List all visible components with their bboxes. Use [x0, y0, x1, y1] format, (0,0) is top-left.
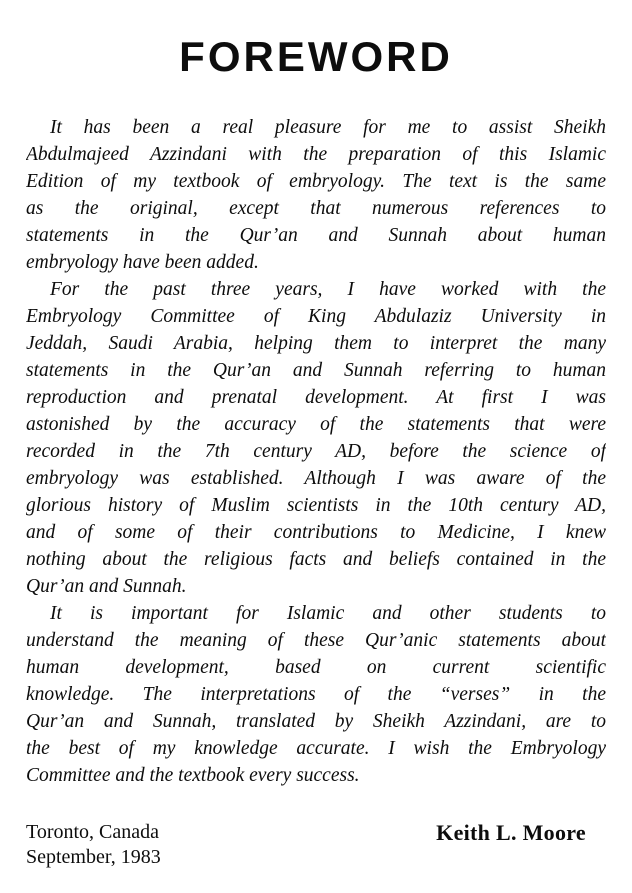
text-line: glorious history of Muslim scientists in the 10th century AD, — [26, 495, 606, 516]
text-line: Embryology Committee of King Abdulaziz University in — [26, 306, 606, 327]
text-line: understand the meaning of these Qur’anic statements about — [26, 630, 606, 651]
text-line: as the original, except that numerous references to — [26, 198, 606, 219]
signature-date: September, 1983 — [26, 846, 161, 868]
author-name: Keith L. Moore — [436, 820, 586, 845]
text-line: statements in the Qur’an and Sunnah about human — [26, 225, 606, 246]
text-line: Jeddah, Saudi Arabia, helping them to interpret the many — [26, 333, 606, 354]
signature-block — [26, 820, 606, 870]
text-line: knowledge. The interpretations of the “verses” in the — [26, 684, 606, 705]
text-line: Committee and the textbook every success. — [26, 765, 360, 786]
text-line: statements in the Qur’an and Sunnah referring to human — [26, 360, 606, 381]
text-line: and of some of their contributions to Medicine, I knew — [26, 522, 606, 543]
body-text — [26, 114, 606, 789]
paragraph — [26, 114, 606, 276]
text-line: Qur’an and Sunnah. — [26, 576, 187, 597]
text-line: embryology was established. Although I was aware of the — [26, 468, 606, 489]
text-line: Edition of my textbook of embryology. The text is the same — [26, 171, 606, 192]
page-title: FOREWORD — [179, 33, 453, 80]
signature-place-date — [26, 820, 161, 870]
text-line: human development, based on current scientific — [26, 657, 606, 678]
text-line: the best of my knowledge accurate. I wish the Embryology — [26, 738, 606, 759]
paragraph — [26, 276, 606, 600]
text-line: astonished by the accuracy of the statements that were — [26, 414, 606, 435]
text-line: It has been a real pleasure for me to assist Sheikh — [50, 117, 606, 138]
text-line: For the past three years, I have worked with the — [50, 279, 606, 300]
text-line: embryology have been added. — [26, 252, 259, 273]
text-line: nothing about the religious facts and beliefs contained in the — [26, 549, 606, 570]
signature-place: Toronto, Canada — [26, 821, 160, 843]
text-line: recorded in the 7th century AD, before the science of — [26, 441, 606, 462]
text-line: Qur’an and Sunnah, translated by Sheikh Azzindani, are to — [26, 711, 606, 732]
paragraph — [26, 600, 606, 789]
text-line: Abdulmajeed Azzindani with the preparation of this Islamic — [26, 144, 606, 165]
text-line: It is important for Islamic and other students to — [50, 603, 606, 624]
text-line: reproduction and prenatal development. At first I was — [26, 387, 606, 408]
